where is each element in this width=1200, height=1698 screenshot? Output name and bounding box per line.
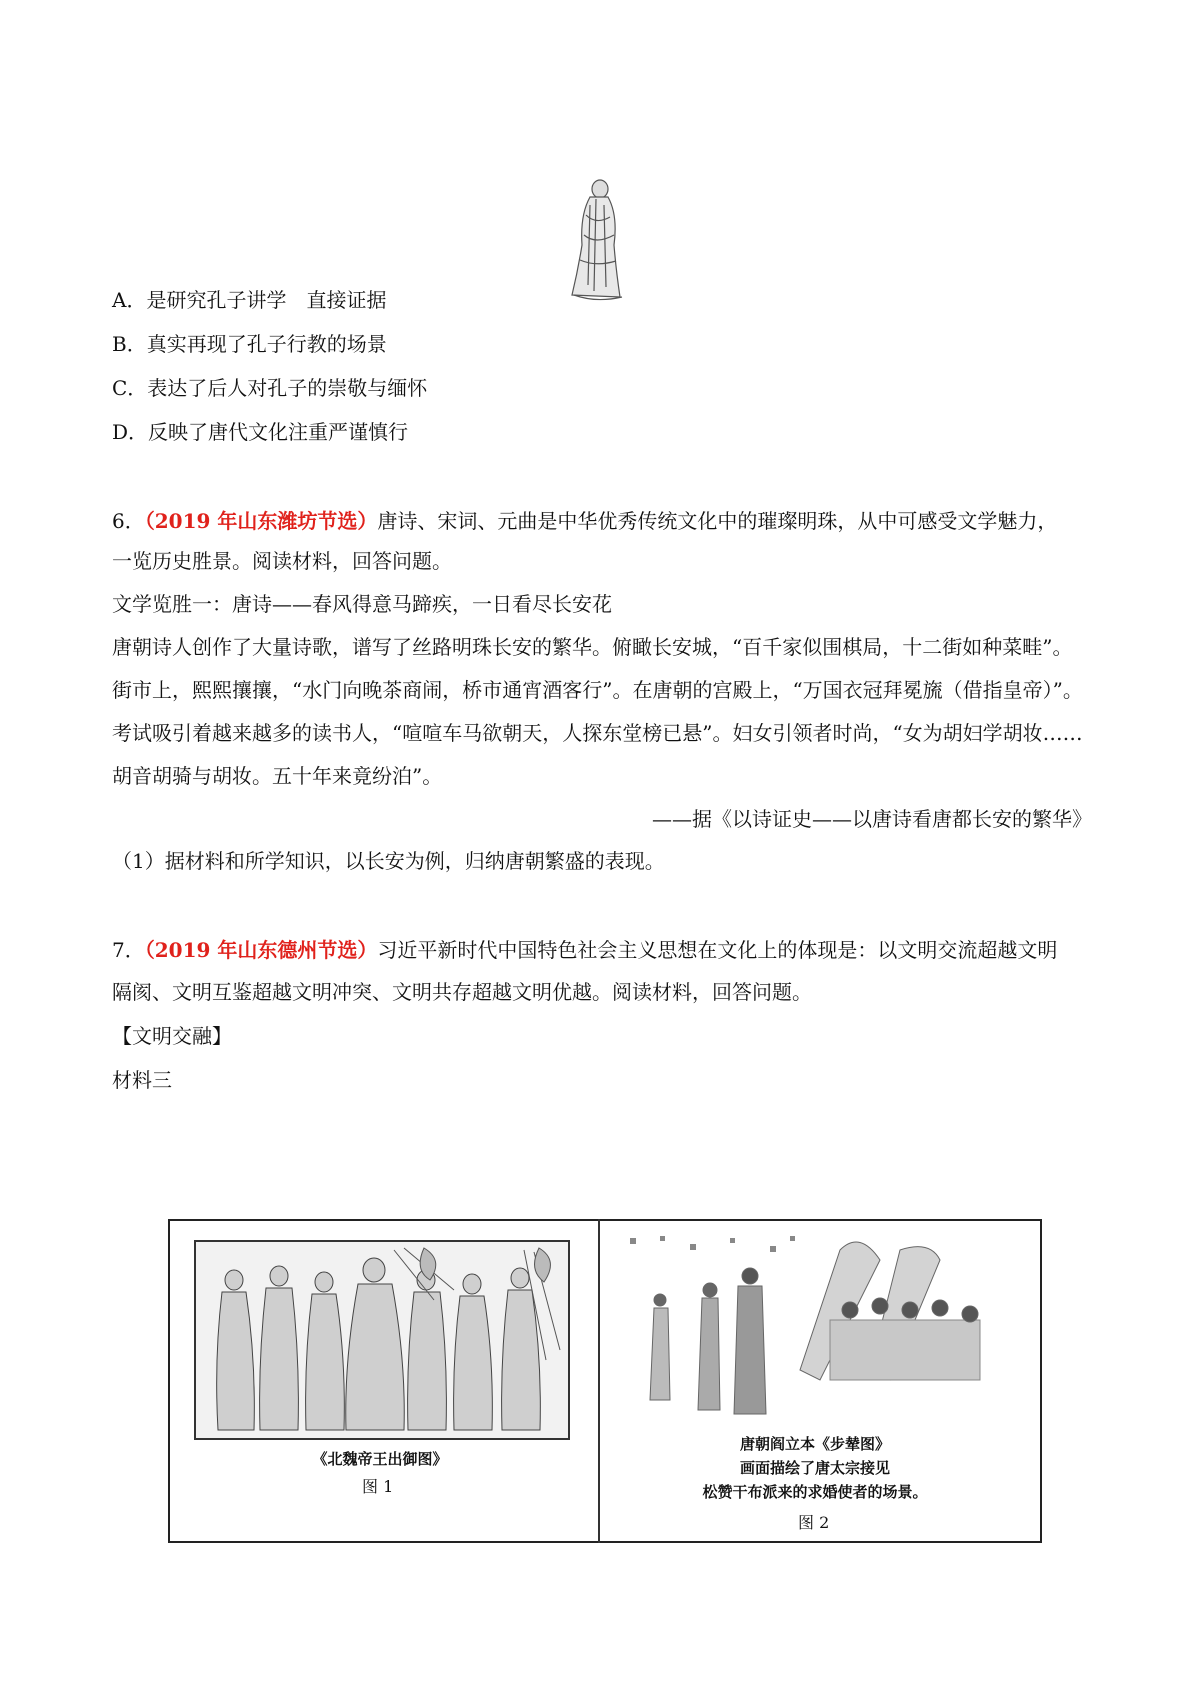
q6-question1: （1）据材料和所学知识，以长安为例，归纳唐朝繁盛的表现。 xyxy=(112,849,665,873)
q6-subtitle: 文学览胜一：唐诗——春风得意马蹄疾，一日看尽长安花 xyxy=(112,592,612,616)
figure-divider xyxy=(598,1219,600,1543)
q5-option-a: A．是研究孔子讲学 直接证据 xyxy=(112,288,387,312)
figure2-caption-line1: 唐朝阎立本《步辇图》 xyxy=(739,1435,890,1453)
q6-stem-line1: 唐诗、宋词、元曲是中华优秀传统文化中的璀璨明珠，从中可感受文学魅力， xyxy=(377,509,1058,533)
q7-source: （2019 年山东德州节选） xyxy=(144,938,378,962)
q5-option-b: B．真实再现了孔子行教的场景 xyxy=(112,332,387,356)
q7-section: 【文明交融】 xyxy=(112,1024,232,1048)
figure2-caption-line3: 松赞干布派来的求婚使者的场景。 xyxy=(702,1483,928,1501)
q5-option-d: D．反映了唐代文化注重严谨慎行 xyxy=(112,420,409,444)
q6-stem-line2: 一览历史胜景。阅读材料，回答问题。 xyxy=(112,549,452,573)
northern-wei-emperor-procession-image xyxy=(194,1240,570,1440)
q7-number: 7． xyxy=(112,938,145,962)
figure2-caption-line2: 画面描绘了唐太宗接见 xyxy=(739,1459,890,1477)
q6-citation: ——据《以诗证史——以唐诗看唐都长安的繁华》 xyxy=(652,807,1092,831)
q7-stem xyxy=(112,936,1057,964)
q7-stem-line2: 隔阂、文明互鉴超越文明冲突、文明共存超越文明优越。阅读材料，回答问题。 xyxy=(112,980,812,1004)
q6-material-line4: 胡音胡骑与胡妆。五十年来竟纷泊”。 xyxy=(112,764,443,788)
bunian-tu-image xyxy=(620,1230,1020,1430)
q6-material-line3: 考试吸引着越来越多的读书人，“喧喧车马欲朝天，人探东堂榜已悬”。妇女引领者时尚，“女为胡妇学胡妆…… xyxy=(112,721,1083,745)
q7-material-label: 材料三 xyxy=(112,1068,172,1092)
q6-material-line1: 唐朝诗人创作了大量诗歌，谱写了丝路明珠长安的繁华。俯瞰长安城，“百千家似围棋局，十二街如种菜畦”。 xyxy=(112,635,1073,659)
q6-material-line2: 街市上，熙熙攘攘，“水门向晚茶商闹，桥市通宵酒客行”。在唐朝的宫殿上，“万国衣冠拜冕旒（借指皇帝）”。 xyxy=(112,678,1083,702)
figure1-caption: 《北魏帝王出御图》 xyxy=(312,1450,448,1468)
q6-source: （2019 年山东潍坊节选） xyxy=(144,509,378,533)
confucius-portrait-icon xyxy=(560,175,635,305)
figure2-label: 图 2 xyxy=(798,1513,830,1532)
q6-number: 6． xyxy=(112,509,145,533)
q7-stem-line1: 习近平新时代中国特色社会主义思想在文化上的体现是：以文明交流超越文明 xyxy=(377,938,1058,962)
figure2-caption xyxy=(650,1432,980,1504)
q5-option-c: C．表达了后人对孔子的崇敬与缅怀 xyxy=(112,376,428,400)
figure1-label: 图 1 xyxy=(362,1477,394,1496)
q6-stem xyxy=(112,507,1057,535)
